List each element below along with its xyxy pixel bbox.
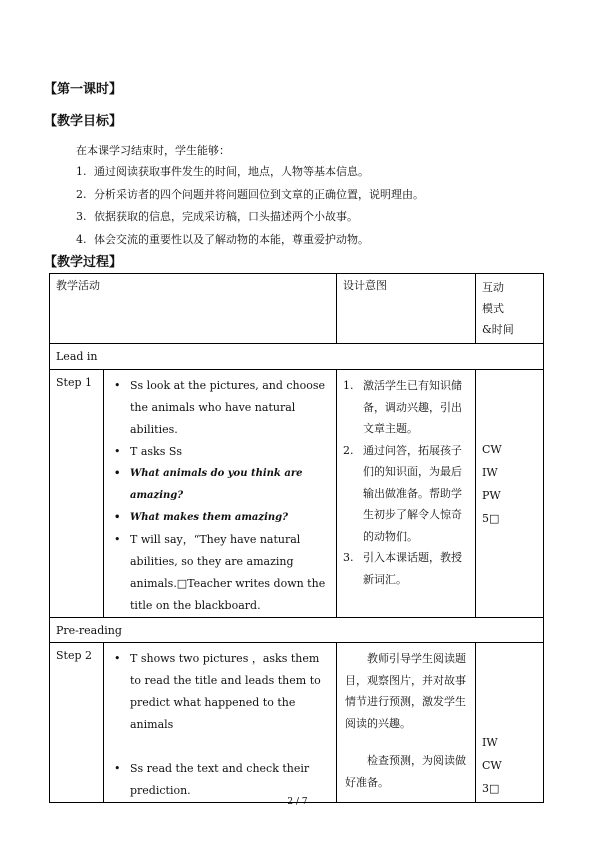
table-row [50, 370, 544, 618]
lesson-process-table [49, 273, 544, 803]
intent-cell [337, 643, 476, 803]
list-item: • What makes them amazing? [114, 512, 288, 523]
section-title-lead-in: Lead in [50, 344, 544, 370]
objective-item: 3. 依据获取的信息，完成采访稿，口头描述两个小故事。 [76, 210, 358, 223]
list-item: 3. 引入本课话题，教授新词汇。 [343, 551, 462, 586]
list-item: 1. 激活学生已有知识储备，调动兴趣，引出文章主题。 [343, 379, 462, 435]
objectives-list [76, 164, 424, 254]
mode-cell: CW IW PW 5□ [476, 370, 544, 618]
list-item: • T shows two pictures ，asks them to read the title and leads them to predict what happened to the animals [114, 652, 321, 731]
activity-cell [104, 370, 337, 618]
intent-header: 设计意图 [337, 274, 476, 344]
step-label: Step 1 [50, 370, 104, 618]
list-item: • T asks Ss [114, 445, 183, 458]
step-label: Step 2 [50, 643, 104, 803]
objective-item: 1. 通过阅读获取事件发生的时间，地点，人物等基本信息。 [76, 165, 369, 178]
activity-header: 教学活动 [50, 274, 337, 344]
activity-cell [104, 643, 337, 803]
objective-item: 2. 分析采访者的四个问题并将问题回位到文章的正确位置，说明理由。 [76, 187, 424, 201]
objective-item: 4. 体会交流的重要性以及了解动物的本能，尊重爱护动物。 [76, 232, 369, 246]
process-heading: 【教学过程】 [44, 255, 123, 270]
list-item: • Ss look at the pictures, and choose the animals who have natural abilities. [114, 379, 326, 436]
list-item: • What animals do you think are amazing? [114, 468, 303, 501]
page-number: 2 / 7 [287, 797, 308, 807]
list-item: • T will say，“They have natural abilities, so they are amazing animals.□Teacher writes down the title on the blackboard. [114, 533, 326, 612]
section-title-row [50, 344, 544, 370]
objectives-intro: 在本课学习结束时，学生能够： [76, 144, 230, 157]
objectives-heading: 【教学目标】 [44, 114, 123, 129]
mode-header: 互动 模式 &时间 [476, 274, 544, 344]
intent-cell [337, 370, 476, 618]
section-title-row [50, 618, 544, 643]
section-title-pre-reading: Pre-reading [50, 618, 544, 643]
list-item: 2. 通过问答，拓展孩子们的知识面，为最后输出做准备。帮助学生初步了解令人惊奇的动物们。 [343, 443, 462, 543]
lesson-heading: 【第一课时】 [44, 82, 123, 97]
table-row [50, 643, 544, 803]
intent-paragraph: 教师引导学生阅读题目，观察图片，并对故事情节进行预测，激发学生阅读的兴趣。 [345, 652, 466, 730]
mode-cell: IW CW 3□ [476, 643, 544, 803]
table-header-row [50, 274, 544, 344]
intent-paragraph: 检查预测，为阅读做好准备。 [345, 754, 466, 789]
list-item: • Ss read the text and check their prediction. [114, 762, 310, 797]
